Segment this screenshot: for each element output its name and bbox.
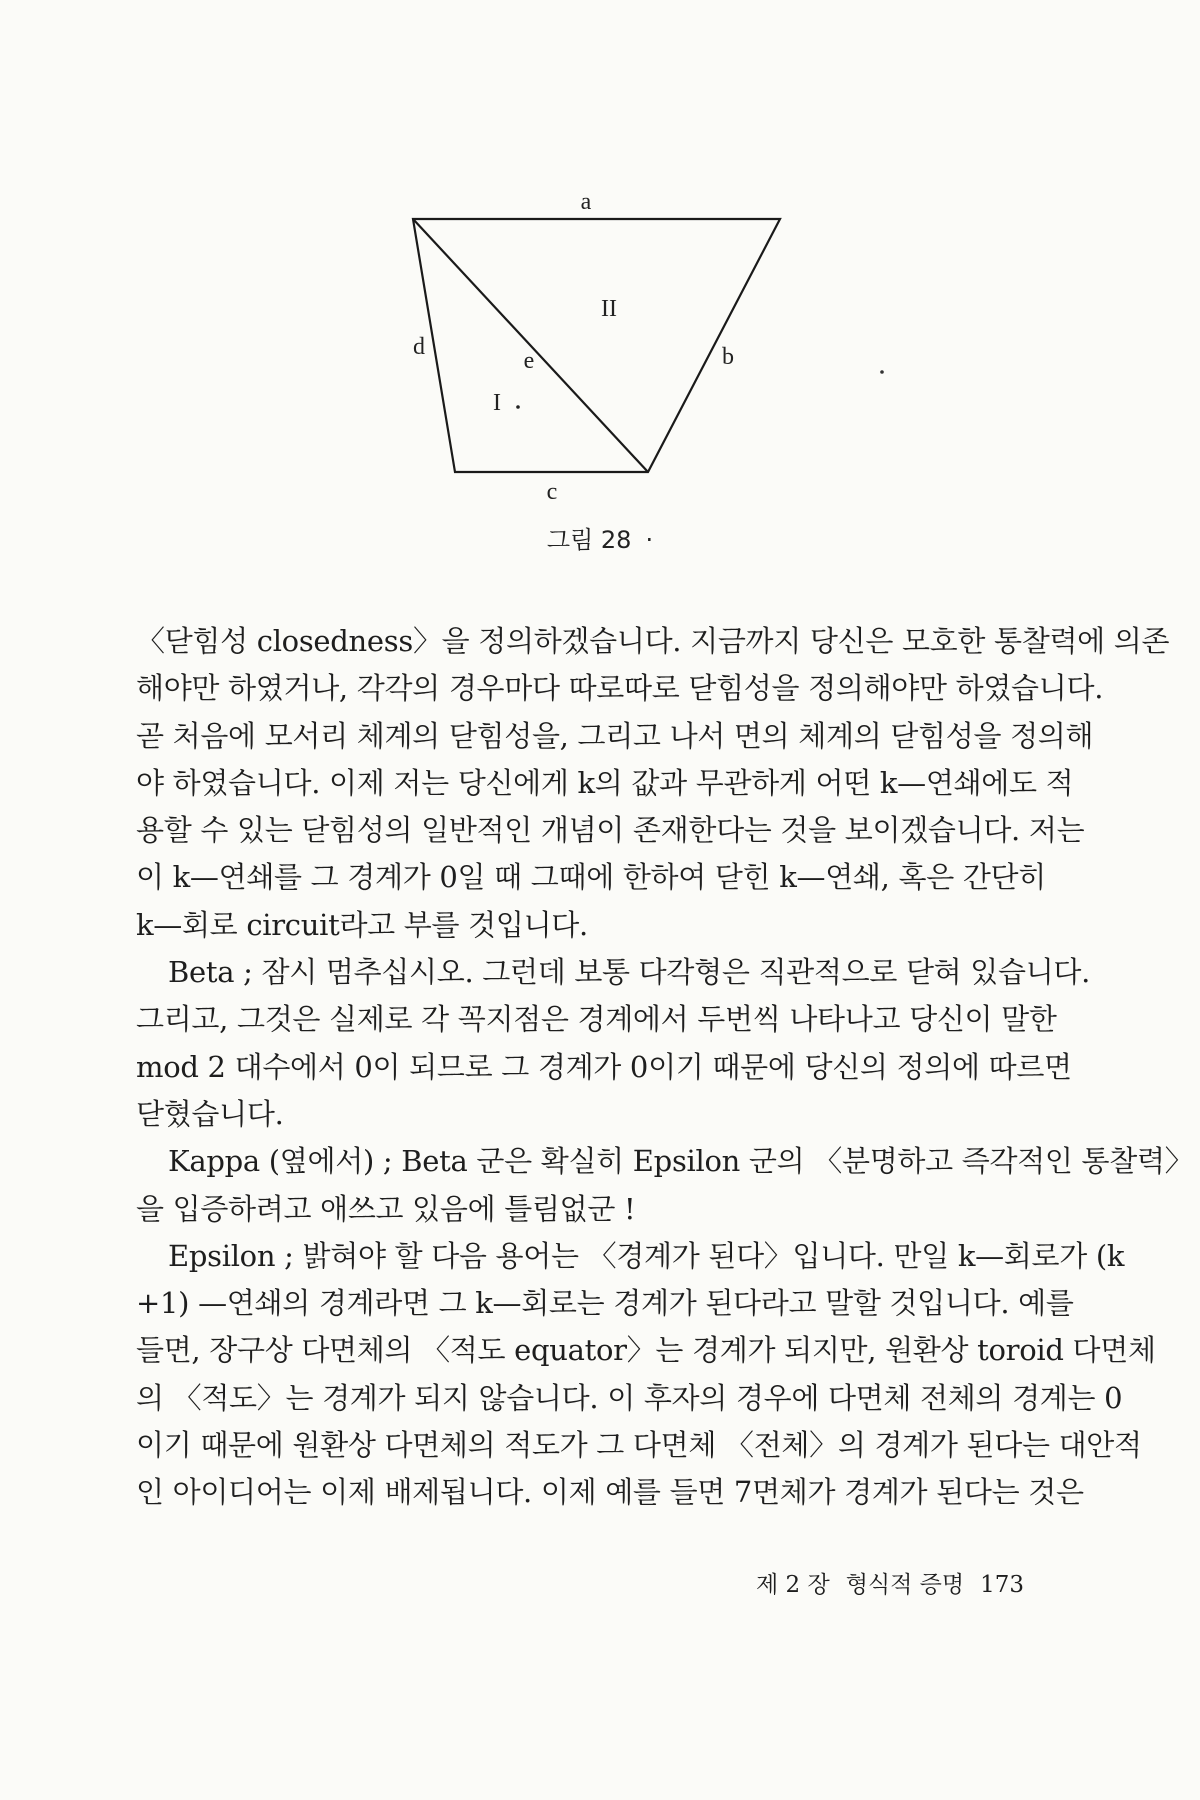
footer-chapter: 제 2 장 xyxy=(755,1572,830,1598)
page-number: 173 xyxy=(980,1572,1024,1598)
label-e: e xyxy=(523,348,535,374)
text-line: 을 입증하려고 애쓰고 있음에 틀림없군 ! xyxy=(136,1191,636,1226)
label-c: c xyxy=(546,479,558,505)
text-line: 의 〈적도〉는 경계가 되지 않습니다. 이 후자의 경우에 다면체 전체의 경계는 0 xyxy=(136,1380,1123,1415)
text-line: mod 2 대수에서 0이 되므로 그 경계가 0이기 때문에 당신의 정의에 따르면 xyxy=(136,1049,1072,1084)
label-a: a xyxy=(580,189,592,215)
text-line: 인 아이디어는 이제 배제됩니다. 이제 예를 들면 7면체가 경계가 된다는 것은 xyxy=(136,1475,1084,1510)
label-region-I: I xyxy=(493,390,501,416)
label-region-II: II xyxy=(601,296,617,322)
figure-caption xyxy=(0,520,1200,555)
text-line: 야 하였습니다. 이제 저는 당신에게 k의 값과 무관하게 어떤 k—연쇄에도 적 xyxy=(136,765,1074,800)
text-line: +1) —연쇄의 경계라면 그 k—회로는 경계가 된다라고 말할 것입니다. 예를 xyxy=(136,1286,1074,1321)
caption-dot: · xyxy=(645,526,654,554)
text-line: 곧 처음에 모서리 체계의 닫힘성을, 그리고 나서 면의 체계의 닫힘성을 정의해 xyxy=(136,718,1094,753)
page-footer xyxy=(756,1566,1024,1599)
text-line: 해야만 하였거나, 각각의 경우마다 따로따로 닫힘성을 정의해야만 하였습니다. xyxy=(136,671,1104,706)
text-line: Beta ; 잠시 멈추십시오. 그런데 보통 다각형은 직관적으로 닫혀 있습니다. xyxy=(168,955,1091,990)
text-line: k—회로 circuit라고 부를 것입니다. xyxy=(136,907,588,942)
text-line: 이기 때문에 원환상 다면체의 적도가 그 다면체 〈전체〉의 경계가 된다는 대안적 xyxy=(136,1428,1142,1463)
figure-28-trapezoid-diagram xyxy=(0,0,1200,560)
text-line: 〈닫힘성 closedness〉을 정의하겠습니다. 지금까지 당신은 모호한 통찰력에 의존 xyxy=(136,624,1170,658)
text-line: Kappa (옆에서) ; Beta 군은 확실히 Epsilon 군의 〈분명하고 즉각적인 통찰력〉 xyxy=(168,1144,1194,1179)
footer-section: 형식적 증명 xyxy=(845,1572,965,1598)
text-line: 그리고, 그것은 실제로 각 꼭지점은 경계에서 두번씩 나타나고 당신이 말한 xyxy=(136,1002,1057,1037)
figure-caption-text: 그림 28 xyxy=(546,526,632,554)
label-d: d xyxy=(413,334,425,360)
text-line: 닫혔습니다. xyxy=(136,1096,284,1131)
text-line: Epsilon ; 밝혀야 할 다음 용어는 〈경계가 된다〉입니다. 만일 k—회로가 (k xyxy=(168,1238,1125,1273)
region-I-dot xyxy=(516,405,520,409)
label-b: b xyxy=(722,344,734,370)
body-text xyxy=(136,618,1194,1517)
stray-dot xyxy=(880,370,884,374)
text-line: 들면, 장구상 다면체의 〈적도 equator〉는 경계가 되지만, 원환상 toroid 다면체 xyxy=(136,1333,1156,1368)
text-line: 용할 수 있는 닫힘성의 일반적인 개념이 존재한다는 것을 보이겠습니다. 저는 xyxy=(136,813,1085,848)
text-line: 이 k—연쇄를 그 경계가 0일 때 그때에 한하여 닫힌 k—연쇄, 혹은 간단히 xyxy=(136,860,1046,895)
